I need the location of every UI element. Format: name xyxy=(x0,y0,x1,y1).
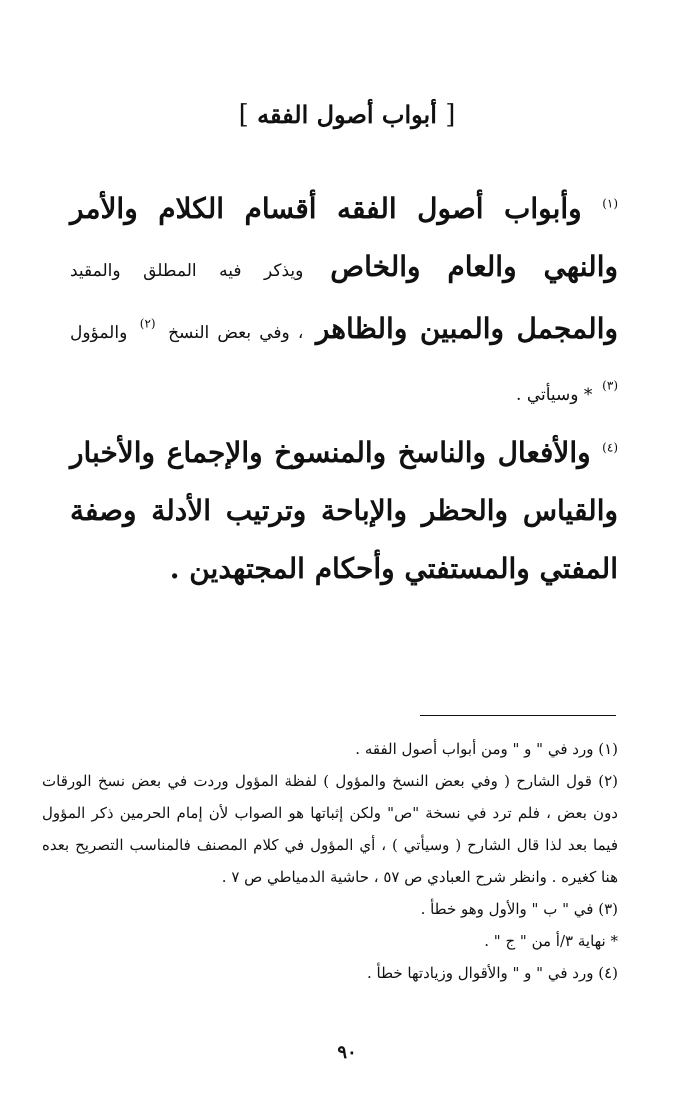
main-text-inline-a: ويذكر فيه المطلق والمقيد xyxy=(70,261,304,281)
main-text xyxy=(70,180,618,598)
main-paragraph-2 xyxy=(70,424,618,598)
footnote-ref-4[interactable]: (٤) xyxy=(602,440,618,455)
footnote-divider xyxy=(420,715,616,716)
main-text-inline-b: ، وفي بعض النسخ xyxy=(168,323,304,343)
main-text-inline-d: * وسيأتي . xyxy=(516,385,593,405)
title-close-bracket: ] xyxy=(238,100,249,130)
footnote-3: (٣) في " ب " والأول وهو خطأ . xyxy=(420,900,618,918)
main-text-bold-b: والمجمل والمبين والظاهر xyxy=(315,312,619,345)
section-title-text: أبواب أصول الفقه xyxy=(257,100,437,129)
main-text-bold-a: وأبواب أصول الفقه أقسام الكلام والأمر والنهي والعام والخاص xyxy=(70,192,618,283)
main-text-inline-c: والمؤول xyxy=(70,323,128,343)
footnote-1: (١) ورد في " و " ومن أبواب أصول الفقه . xyxy=(355,740,618,758)
main-text-bold-c: والأفعال والناسخ والمنسوخ والإجماع والأخبار والقياس والحظر والإباحة وترتيب الأدلة وصفة المفتي والمستفتي وأحكام المجتهدين . xyxy=(70,436,618,585)
title-open-bracket: [ xyxy=(445,100,456,130)
footnotes xyxy=(42,733,618,989)
footnote-ref-2[interactable]: (٢) xyxy=(139,316,156,331)
main-paragraph-1 xyxy=(70,180,618,424)
footnote-ref-3[interactable]: (٣) xyxy=(602,378,618,393)
footnote-ref-1[interactable]: (١) xyxy=(602,196,619,211)
footnote-4: (٤) ورد في " و " والأقوال وزيادتها خطأ . xyxy=(366,964,618,982)
section-title xyxy=(0,100,694,130)
footnote-folio: * نهاية ٣/أ من " ج " . xyxy=(484,932,618,950)
footnote-2: (٢) قول الشارح ( وفي بعض النسخ والمؤول ) لفظة المؤول وردت في بعض نسخ الورقات دون بعض ، فلم ترد في نسخة "ص" ولكن إثباتها هو الصواب لأن إمام الحرمين ذكر المؤول فيما بعد لذا قال الشارح ( وسيأتي ) ، أي المؤول في كلام المصنف فالمناسب التصريح بعده هنا كغيره . وانظر شرح العبادي ص ٥٧ ، حاشية الدمياطي ص ٧ . xyxy=(42,772,618,886)
page-number: ٩٠ xyxy=(337,1042,357,1063)
